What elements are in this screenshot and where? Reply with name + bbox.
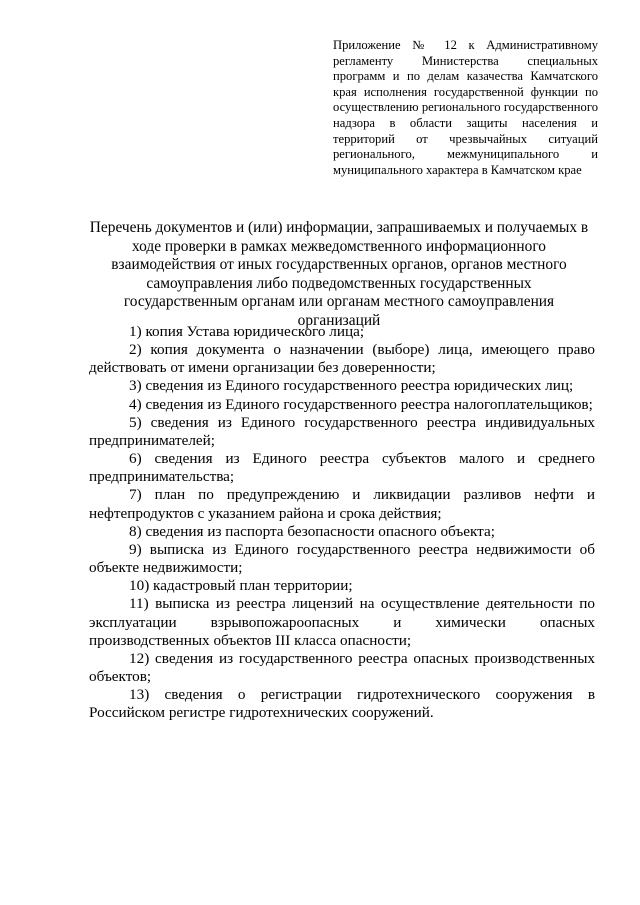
- list-item: 12) сведения из государственного реестра опасных производственных объектов;: [89, 649, 595, 685]
- list-item: 13) сведения о регистрации гидротехнического сооружения в Российском регистре гидротехнических сооружений.: [89, 686, 595, 722]
- appendix-header: Приложение № 12 к Административному регламенту Министерства специальных программ и по делам казачества Камчатского края исполнения государственной функции по осуществлению регионального государственного надзора в области защиты населения и территорий от чрезвычайных ситуаций регионального, межмуниципального и муниципального характера в Камчатском крае: [333, 38, 598, 177]
- list-item: 9) выписка из Единого государственного реестра недвижимости об объекте недвижимости;: [89, 540, 595, 577]
- list-item: 11) выписка из реестра лицензий на осуществление деятельности по эксплуатации взрывопожароопасных и химически опасных производственных объектов III класса опасности;: [89, 595, 595, 649]
- list-item: 2) копия документа о назначении (выборе) лица, имеющего право действовать от имени организации без доверенности;: [89, 341, 595, 377]
- list-item: 3) сведения из Единого государственного реестра юридических лиц;: [129, 377, 574, 395]
- document-list: [89, 323, 595, 722]
- list-item: 4) сведения из Единого государственного реестра налогоплательщиков;: [129, 395, 593, 413]
- list-item: 10) кадастровый план территории;: [129, 577, 353, 595]
- list-item: 6) сведения из Единого реестра субъектов малого и среднего предпринимательства;: [89, 450, 595, 486]
- list-item: 8) сведения из паспорта безопасности опасного объекта;: [129, 522, 495, 540]
- list-item: 7) план по предупреждению и ликвидации разливов нефти и нефтепродуктов с указанием района и срока действия;: [89, 486, 595, 522]
- document-title: Перечень документов и (или) информации, запрашиваемых и получаемых в ходе проверки в рамках межведомственного информационного взаимодействия от иных государственных органов, органов местного самоуправления либо подведомственных государственных государственным органам или органам местного самоуправления организаций: [89, 219, 589, 329]
- list-item: 5) сведения из Единого государственного реестра индивидуальных предпринимателей;: [89, 413, 595, 449]
- list-item: 1) копия Устава юридического лица;: [129, 323, 365, 340]
